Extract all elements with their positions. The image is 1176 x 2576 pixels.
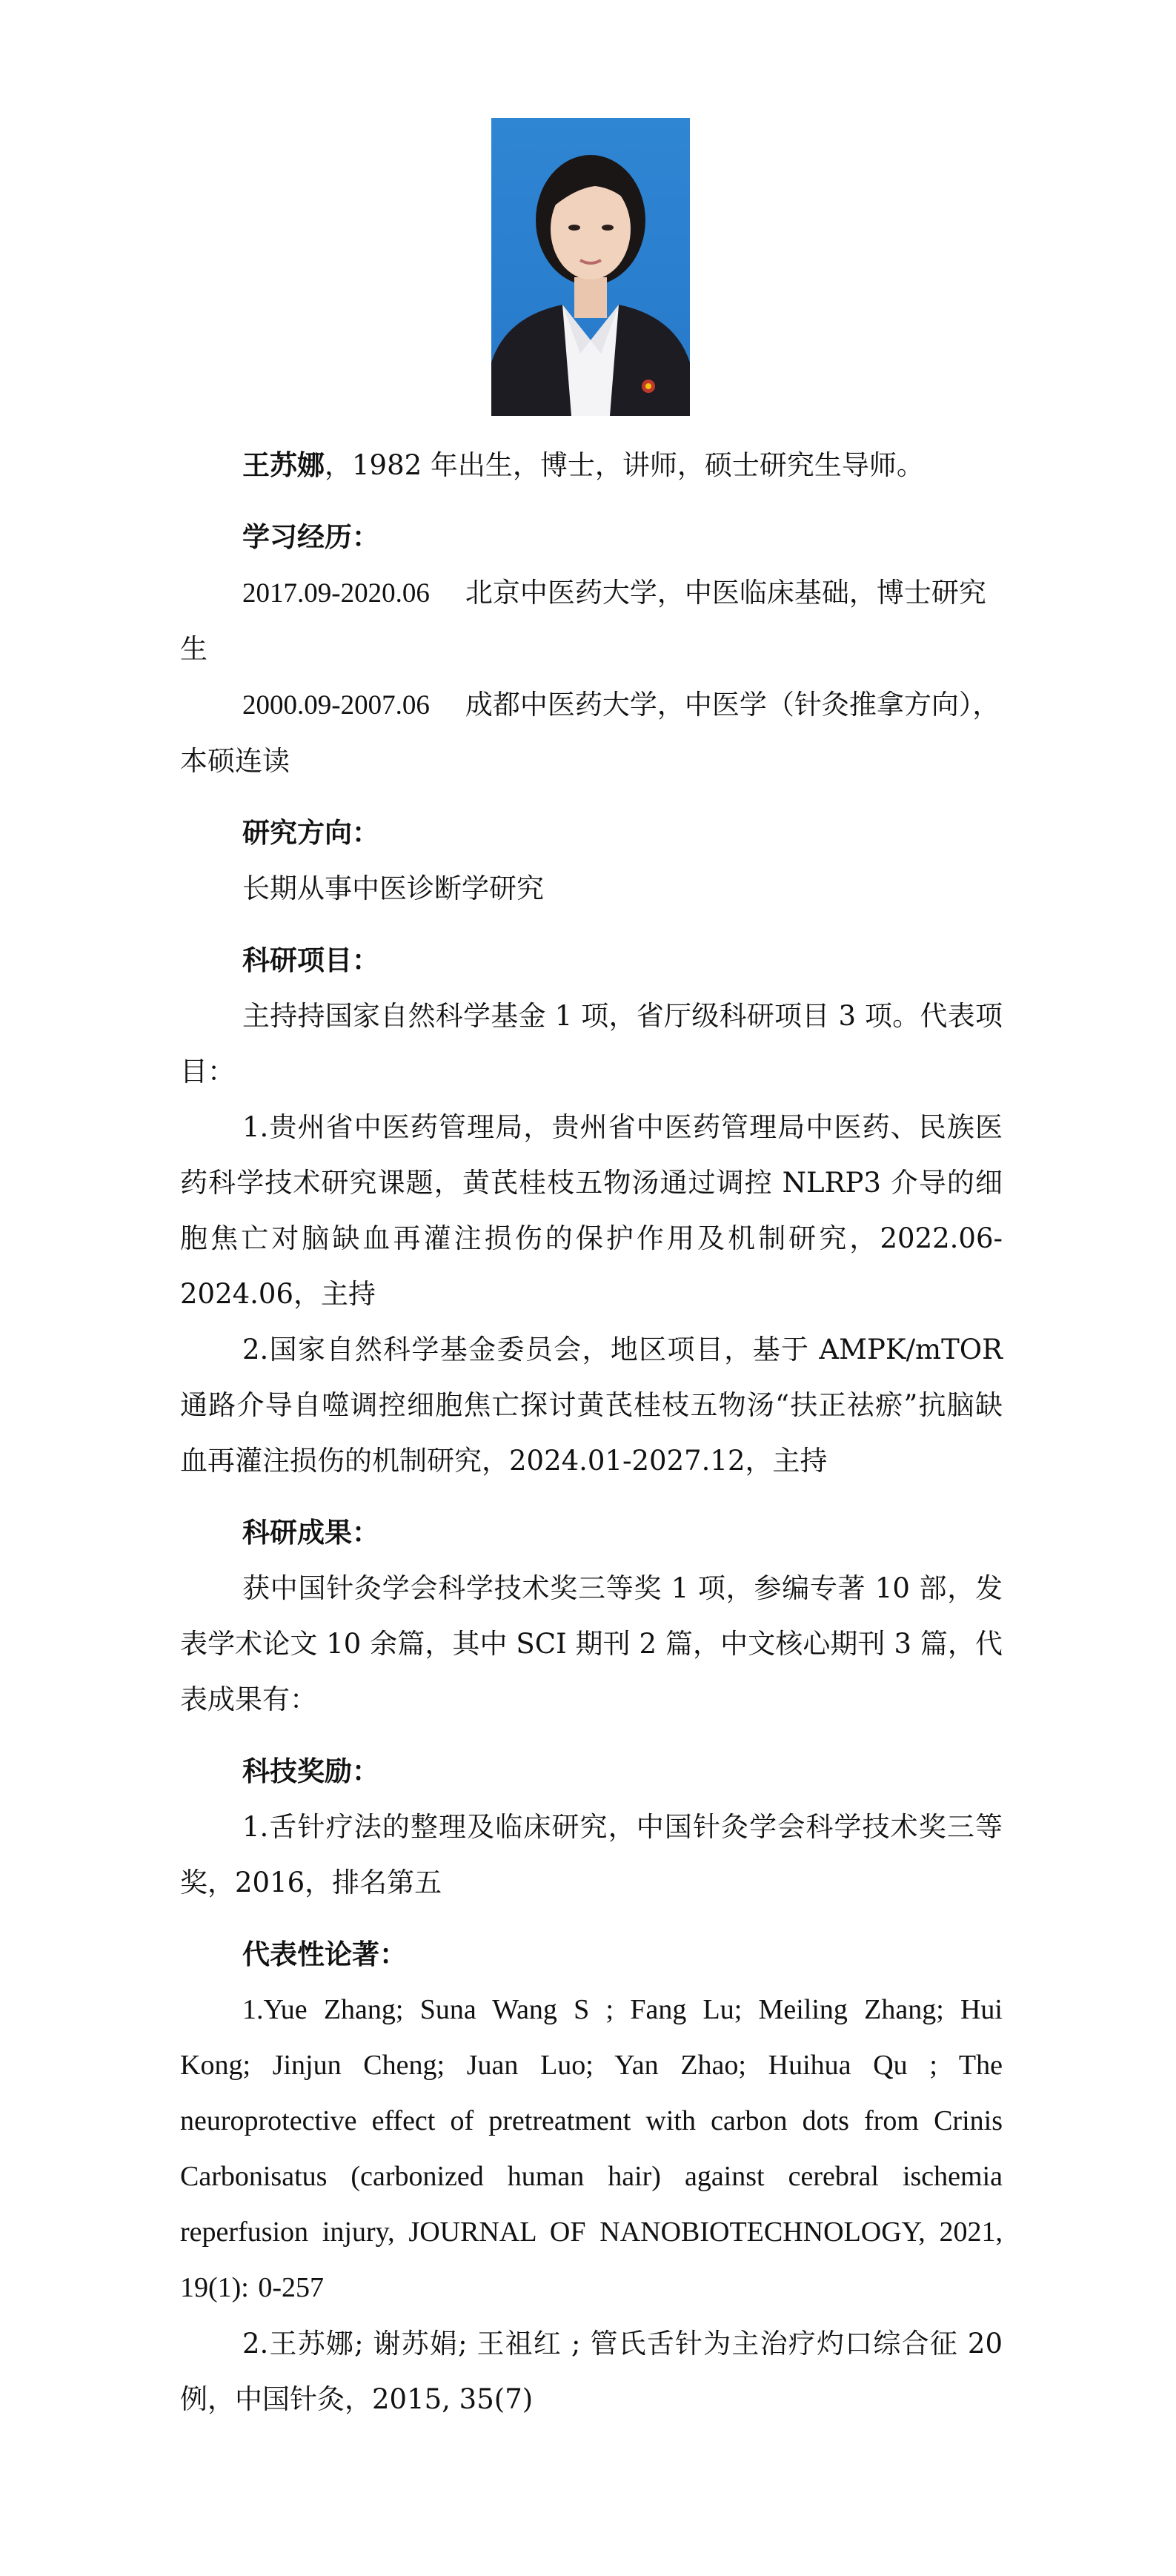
person-name: 王苏娜 <box>242 448 325 481</box>
education-item <box>180 565 1003 677</box>
portrait-photo <box>491 118 690 416</box>
publication-item: 1.Yue Zhang; Suna Wang S ; Fang Lu; Meiling Zhang; Hui Kong; Jinjun Cheng; Juan Luo; Yan Zhao; Huihua Qu ; The neuroprotective effect of pretreatment with carbon dots from Crinis Carbonisatus (carbonized human hair) against cerebral ischemia reperfusion injury, JOURNAL OF NANOBIOTECHNOLOGY, 2021, 19(1): 0-257 <box>180 1994 1003 2303</box>
intro-line <box>180 437 1003 493</box>
achievements-heading: 科研成果： <box>242 1516 379 1549</box>
project-item: 1.贵州省中医药管理局，贵州省中医药管理局中医药、民族医药科学技术研究课题，黄芪桂枝五物汤通过调控 NLRP3 介导的细胞焦亡对脑缺血再灌注损伤的保护作用及机制研究，2022.06-2024.06，主持 <box>180 1111 1003 1310</box>
profile-document <box>180 437 1003 2427</box>
achievements-text: 获中国针灸学会科学技术奖三等奖 1 项，参编专著 10 部，发表学术论文 10 余篇，其中 SCI 期刊 2 篇，中文核心期刊 3 篇，代表成果有： <box>180 1572 1003 1715</box>
intro-text: ，1982 年出生，博士，讲师，硕士研究生导师。 <box>325 449 924 481</box>
education-text: 成都中医药大学，中医学（针灸推拿方向），本硕连读 <box>180 689 1000 777</box>
publication-item: 2.王苏娜; 谢苏娟; 王祖红 ; 管氏舌针为主治疗灼口综合征 20 例，中国针灸，2015, 35(7) <box>180 2328 1003 2415</box>
research-direction-text: 长期从事中医诊断学研究 <box>242 873 544 904</box>
education-item <box>180 677 1003 789</box>
publications-heading: 代表性论著： <box>242 1938 407 1970</box>
award-item: 1.舌针疗法的整理及临床研究，中国针灸学会科学技术奖三等奖，2016，排名第五 <box>180 1811 1003 1898</box>
research-direction-heading: 研究方向： <box>242 816 379 849</box>
projects-heading: 科研项目： <box>242 944 379 976</box>
projects-summary: 主持持国家自然科学基金 1 项，省厅级科研项目 3 项。代表项目： <box>180 1000 1003 1087</box>
education-heading: 学习经历： <box>242 520 379 553</box>
project-item: 2.国家自然科学基金委员会，地区项目，基于 AMPK/mTOR 通路介导自噬调控细胞焦亡探讨黄芪桂枝五物汤“扶正祛瘀”抗脑缺血再灌注损伤的机制研究，2024.01-2027.12，主持 <box>180 1334 1003 1477</box>
awards-heading: 科技奖励： <box>242 1755 379 1787</box>
education-date: 2000.09-2007.06 <box>242 690 430 721</box>
education-date: 2017.09-2020.06 <box>242 578 430 609</box>
education-text: 北京中医药大学，中医临床基础，博士研究生 <box>180 577 986 665</box>
